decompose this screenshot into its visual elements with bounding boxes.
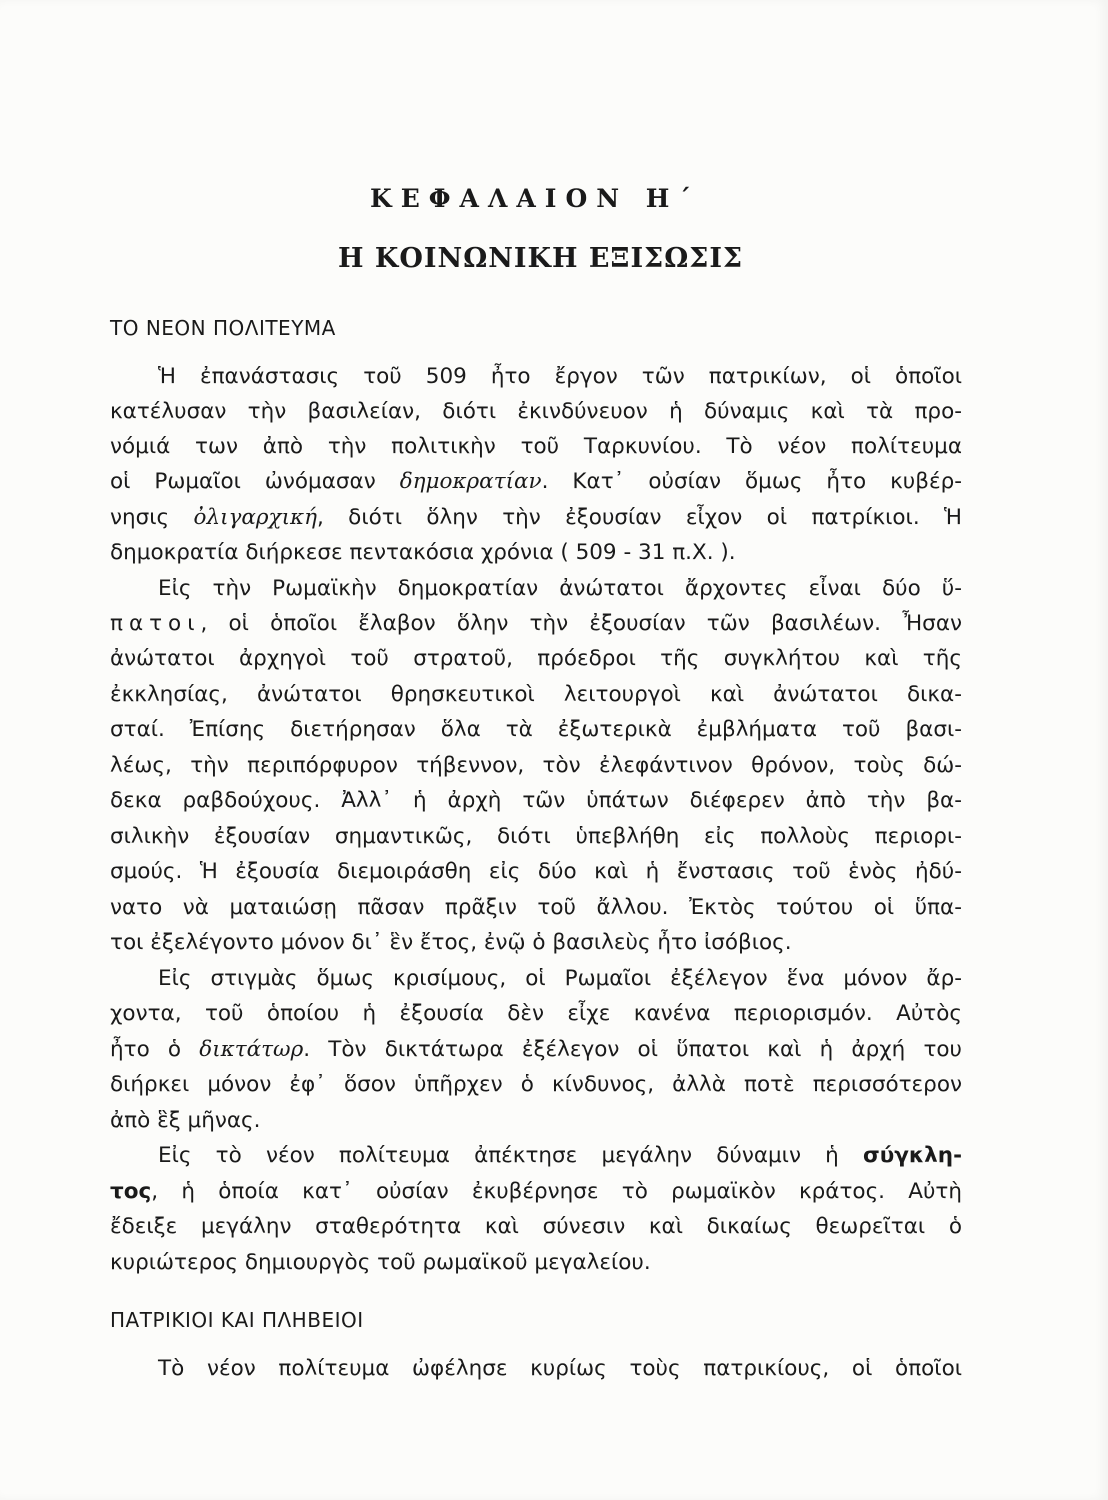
text-run: , ἡ ὁποία κατ᾽ οὐσίαν ἐκυβέρνησε τὸ ρωμαϊκὸν κράτος. Αὐτὴ	[151, 1179, 962, 1204]
text-line: Εἰς στιγμὰς ὅμως κρισίμους, οἱ Ρωμαῖοι ἐξέλεγον ἕνα μόνον ἄρ-	[158, 966, 962, 991]
text-line: σμούς. Ἡ ἐξουσία διεμοιράσθη εἰς δύο καὶ ἡ ἔνστασις τοῦ ἑνὸς ἠδύ-	[110, 859, 962, 884]
text-line: χοντα, τοῦ ὁποίου ἡ ἐξουσία δὲν εἶχε κανένα περιορισμόν. Αὐτὸς	[110, 1001, 962, 1026]
text-run: οἱ Ρωμαῖοι ὠνόμασαν	[110, 469, 400, 494]
bold-term-senate-end: τος	[110, 1179, 152, 1204]
text-line: νόμιά των ἀπὸ τὴν πολιτικὴν τοῦ Ταρκυνίου. Τὸ νέον πολίτευμα	[110, 434, 962, 459]
section-heading-patricians-plebeians: ΠΑΤΡΙΚΙΟΙ ΚΑΙ ΠΛΗΒΕΙΟΙ	[110, 1308, 364, 1332]
text-line: δεκα ραβδούχους. Ἀλλ᾽ ἡ ἀρχὴ τῶν ὑπάτων διέφερεν ἀπὸ τὴν βα-	[110, 788, 962, 813]
text-line: κατέλυσαν τὴν βασιλείαν, διότι ἐκινδύνευον ἡ δύναμις καὶ τὰ προ-	[110, 399, 962, 424]
text-run: νησις	[110, 505, 194, 530]
text-line	[110, 467, 962, 497]
text-run: , οἱ ὁποῖοι ἔλαβον ὅλην τὴν ἐξουσίαν τῶν βασιλέων. Ἦσαν	[200, 611, 962, 636]
text-line: νατο νὰ ματαιώσῃ πᾶσαν πρᾶξιν τοῦ ἄλλου. Ἐκτὸς τούτου οἱ ὕπα-	[110, 895, 962, 920]
text-line: σταί. Ἐπίσης διετήρησαν ὅλα τὰ ἐξωτερικὰ ἐμβλήματα τοῦ βασι-	[110, 717, 962, 742]
text-line: τοι ἐξελέγοντο μόνον δι᾽ ἓν ἔτος, ἐνῷ ὁ βασιλεὺς ἦτο ἰσόβιος.	[110, 930, 792, 955]
text-line: Εἰς τὴν Ρωμαϊκὴν δημοκρατίαν ἀνώτατοι ἄρχοντες εἶναι δύο ὕ-	[158, 576, 962, 601]
chapter-title: Η ΚΟΙΝΩΝΙΚΗ ΕΞΙΣΩΣΙΣ	[338, 243, 744, 274]
italic-term-oligarchic: ὀλιγαρχική	[193, 505, 317, 530]
text-line	[110, 1035, 962, 1065]
bold-term-senate: σύγκλη-	[862, 1143, 962, 1168]
text-line	[158, 1141, 962, 1171]
text-line	[110, 1177, 962, 1207]
text-line: ἔδειξε μεγάλην σταθερότητα καὶ σύνεσιν καὶ δικαίως θεωρεῖται ὁ	[110, 1214, 962, 1239]
text-line: δημοκρατία διήρκεσε πεντακόσια χρόνια ( 509 - 31 π.Χ. ).	[110, 540, 736, 565]
chapter-number: ΚΕΦΑΛΑΙΟΝ Η΄	[370, 184, 700, 213]
text-line: σιλικὴν ἐξουσίαν σημαντικῶς, διότι ὑπεβλήθη εἰς πολλοὺς περιορι-	[110, 824, 962, 849]
spaced-term-consuls: πατοι	[110, 611, 201, 636]
text-line: ἀπὸ ἓξ μῆνας.	[110, 1108, 261, 1133]
section-heading-new-constitution: ΤΟ ΝΕΟΝ ΠΟΛΙΤΕΥΜΑ	[110, 316, 336, 340]
text-line: Ἡ ἐπανάστασις τοῦ 509 ἦτο ἔργον τῶν πατρικίων, οἱ ὁποῖοι	[158, 364, 962, 389]
text-line	[110, 609, 962, 639]
text-line	[110, 503, 962, 533]
text-run: . Τὸν δικτάτωρα ἐξέλεγον οἱ ὕπατοι καὶ ἡ ἀρχή του	[303, 1037, 962, 1062]
text-line: διήρκει μόνον ἐφ᾽ ὅσον ὑπῆρχεν ὁ κίνδυνος, ἀλλὰ ποτὲ περισσότερον	[110, 1072, 962, 1097]
text-run: , διότι ὅλην τὴν ἐξουσίαν εἶχον οἱ πατρίκιοι. Ἡ	[316, 505, 962, 530]
text-run: . Κατ᾽ οὐσίαν ὅμως ἦτο κυβέρ-	[541, 469, 962, 494]
text-run: ἦτο ὁ	[110, 1037, 200, 1062]
text-line: Τὸ νέον πολίτευμα ὠφέλησε κυρίως τοὺς πατρικίους, οἱ ὁποῖοι	[158, 1356, 962, 1381]
text-line: λέως, τὴν περιπόρφυρον τήβεννον, τὸν ἐλεφάντινον θρόνον, τοὺς δώ-	[110, 753, 962, 778]
italic-term-democracy: δημοκρατίαν	[399, 469, 542, 494]
text-run: Εἰς τὸ νέον πολίτευμα ἀπέκτησε μεγάλην δύναμιν ἡ	[158, 1143, 863, 1168]
text-line: κυριώτερος δημιουργὸς τοῦ ρωμαϊκοῦ μεγαλείου.	[110, 1250, 651, 1275]
text-line: ἀνώτατοι ἀρχηγοὶ τοῦ στρατοῦ, πρόεδροι τῆς συγκλήτου καὶ τῆς	[110, 646, 962, 671]
text-line: ἐκκλησίας, ἀνώτατοι θρησκευτικοὶ λειτουργοὶ καὶ ἀνώτατοι δικα-	[110, 682, 962, 707]
italic-term-dictator: δικτάτωρ	[199, 1037, 304, 1062]
